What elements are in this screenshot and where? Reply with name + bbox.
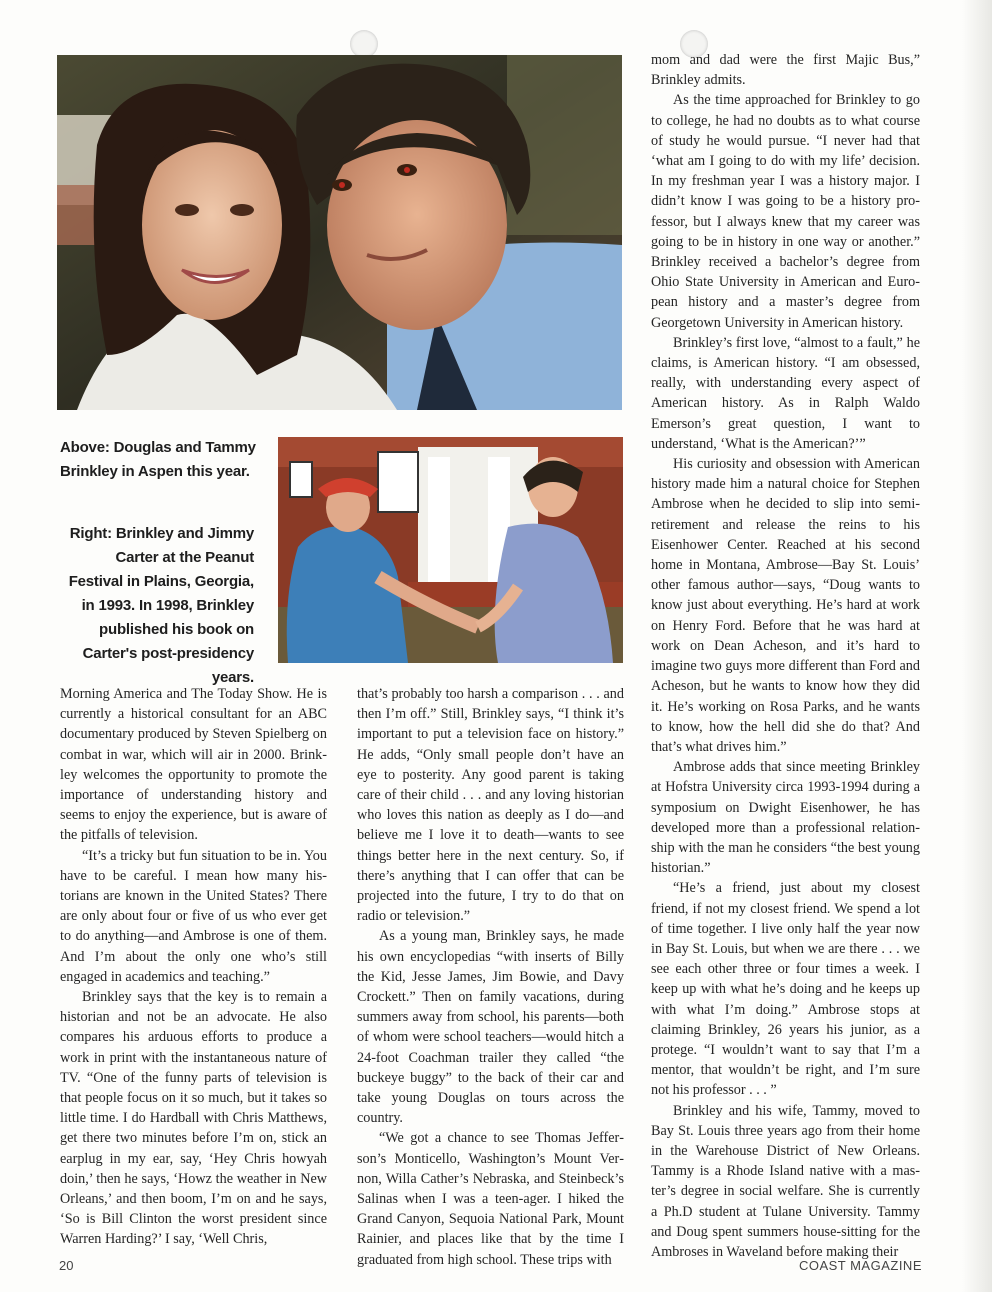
couple-photo-illustration [57, 55, 622, 410]
paragraph: “It’s a tricky but fun situation to be in. You have to be careful. I mean how many historians are known in the United States? There are only about four or five of us who ever get to do anything—and Ambrose is one of them. And I’m about the only one who’s still engaged in academics and teaching.” [60, 847, 327, 985]
article-column-3 [651, 50, 920, 1262]
page-number: 20 [59, 1258, 74, 1273]
carter-handshake-photo [278, 437, 623, 663]
paragraph: Brinkley’s first love, “almost to a fault,” he claims, is American history. “I am obsessed, really, with understanding every aspect of American history. As in Ralph Waldo Emerson’s great question, I want to understand, ‘What is the American?’” [651, 334, 920, 452]
photo-caption-right: Right: Brinkley and Jimmy Carter at the Peanut Festival in Plains, Georgia, in 1993. In 1998, Brinkley published his book on Carter's post-presidency years. [68, 525, 254, 686]
carter-handshake-illustration [278, 437, 623, 663]
couple-photo [57, 55, 622, 410]
photo-caption-above: Above: Douglas and Tammy Brinkley in Aspen this year. [60, 439, 256, 480]
paragraph: Brinkley and his wife, Tammy, moved to Bay St. Louis three years ago from their home in the Warehouse District of New Orleans. Tammy is a Rhode Island native with a master’s degree in social welfare. She is currently a Ph.D student at Tulane University. Tammy and Doug spent summers house-sitting for the Ambroses in Waveland before making their [651, 1102, 920, 1260]
article-column-1 [60, 684, 327, 1250]
article-column-2 [357, 684, 624, 1270]
paragraph: As a young man, Brinkley says, he made his own encyclopedias “with inserts of Billy the Kid, Jesse James, Jim Bowie, and Davy Crockett.” Then on family vacations, during summers away from school, his parents—both of whom were school teachers—would hitch a 24-foot Coachman trailer they called “the buckeye buggy” to the back of their car and take young Douglas on tours across the country. [357, 928, 624, 1127]
paragraph: “We got a chance to see Thomas Jefferson’s Monticello, Washington’s Mount Vernon, Willa Cather’s Nebraska, and Steinbeck’s Salinas when I was a teen-ager. I hiked the Grand Canyon, Sequoia National Park, Mount Rainier, and places like that by the time I graduated from high school. These trips with [357, 1130, 624, 1268]
paragraph: Brinkley says that the key is to remain a historian and not be an advocate. He also compares his arduous efforts to produce a work in print with the instantaneous nature of TV. “One of the funny parts of television is that people focus on it so much, but it takes so little time. I do Hardball with Chris Matthews, get there two minutes before I’m on, stick an earplug in my ear, say, ‘Hey Chris howyah doin,’ then he says, ‘Howz the weather in New Orleans,’ and then boom, I’m on and he says, ‘So is Bill Clinton the worst president since Warren Harding?’ I say, ‘Well Chris, [60, 989, 327, 1248]
binder-hole [350, 30, 378, 58]
paragraph: that’s probably too harsh a comparison . . . and then I’m off.” Still, Brinkley says, “I think it’s important to put a television face on history.” He adds, “Only small people don’t have an eye to posterity. Any good parent is taking care of their child . . . and any loving historian who loves this nation as deeply as I do—and believe me I love it to death—wants to see things better here in the next century. So, if there’s anything that I can offer that can be projected into the future, I try to do that on radio or television.” [357, 686, 624, 925]
magazine-name: COAST MAGAZINE [798, 1258, 922, 1273]
paragraph: Ambrose adds that since meeting Brinkley at Hofstra University circa 1993-1994 during a symposium on Dwight Eisenhower, he has developed more than a professional relationship with the man he considers “the best young historian.” [651, 759, 920, 877]
paragraph: mom and dad were the first Majic Bus,” Brinkley admits. [651, 52, 920, 89]
paragraph: Morning America and The Today Show. He is currently a historical consultant for an ABC documentary produced by Steven Spielberg on combat in war, which will air in 2000. Brinkley welcomes the opportunity to promote the importance of understanding history and seems to enjoy the experience, but is aware of the pitfalls of television. [60, 686, 327, 844]
paragraph: As the time approached for Brinkley to go to college, he had no doubts as to what course of study he would pursue. “I never had that ‘what am I going to do with my life’ decision. In my freshman year I was a history major. I didn’t know I was going to be a history professor, but I always knew that my career was going to be in history in one way or another.” Brinkley received a bachelor’s degree from Ohio State University in American and European history and a master’s degree from Georgetown University in American history. [651, 92, 920, 331]
paragraph: “He’s a friend, just about my closest friend, if not my closest friend. We spend a lot of time together. I live only half the year now in Bay St. Louis, but when we are there . . . we see each other three or four times a week. I keep up with what he’s doing and he keeps up with what I’m doing.” Ambrose stops at claiming Brinkley, 26 years his junior, as a protege. “I wouldn’t want to say that I’m a mentor, that wouldn’t be right, and I’m sure not his professor . . . ” [651, 880, 920, 1099]
paragraph: His curiosity and obsession with American history made him a natural choice for Stephen Ambrose when he decided to slip into semi-retirement and release the reins to his Eisenhower Center. Reached at his second home in Montana, Ambrose—Bay St. Louis’ other famous author—says, “Doug wants to know just about everything. He’s hard at work on Henry Ford. Before that he was hard at work on Dean Acheson, and it’s hard to imagine two guys more different than Ford and Acheson, but he wants to know how they did it. He’s working on Rosa Parks, and he wants to know, how the hell did she do that? And that’s what drives him.” [651, 456, 920, 755]
